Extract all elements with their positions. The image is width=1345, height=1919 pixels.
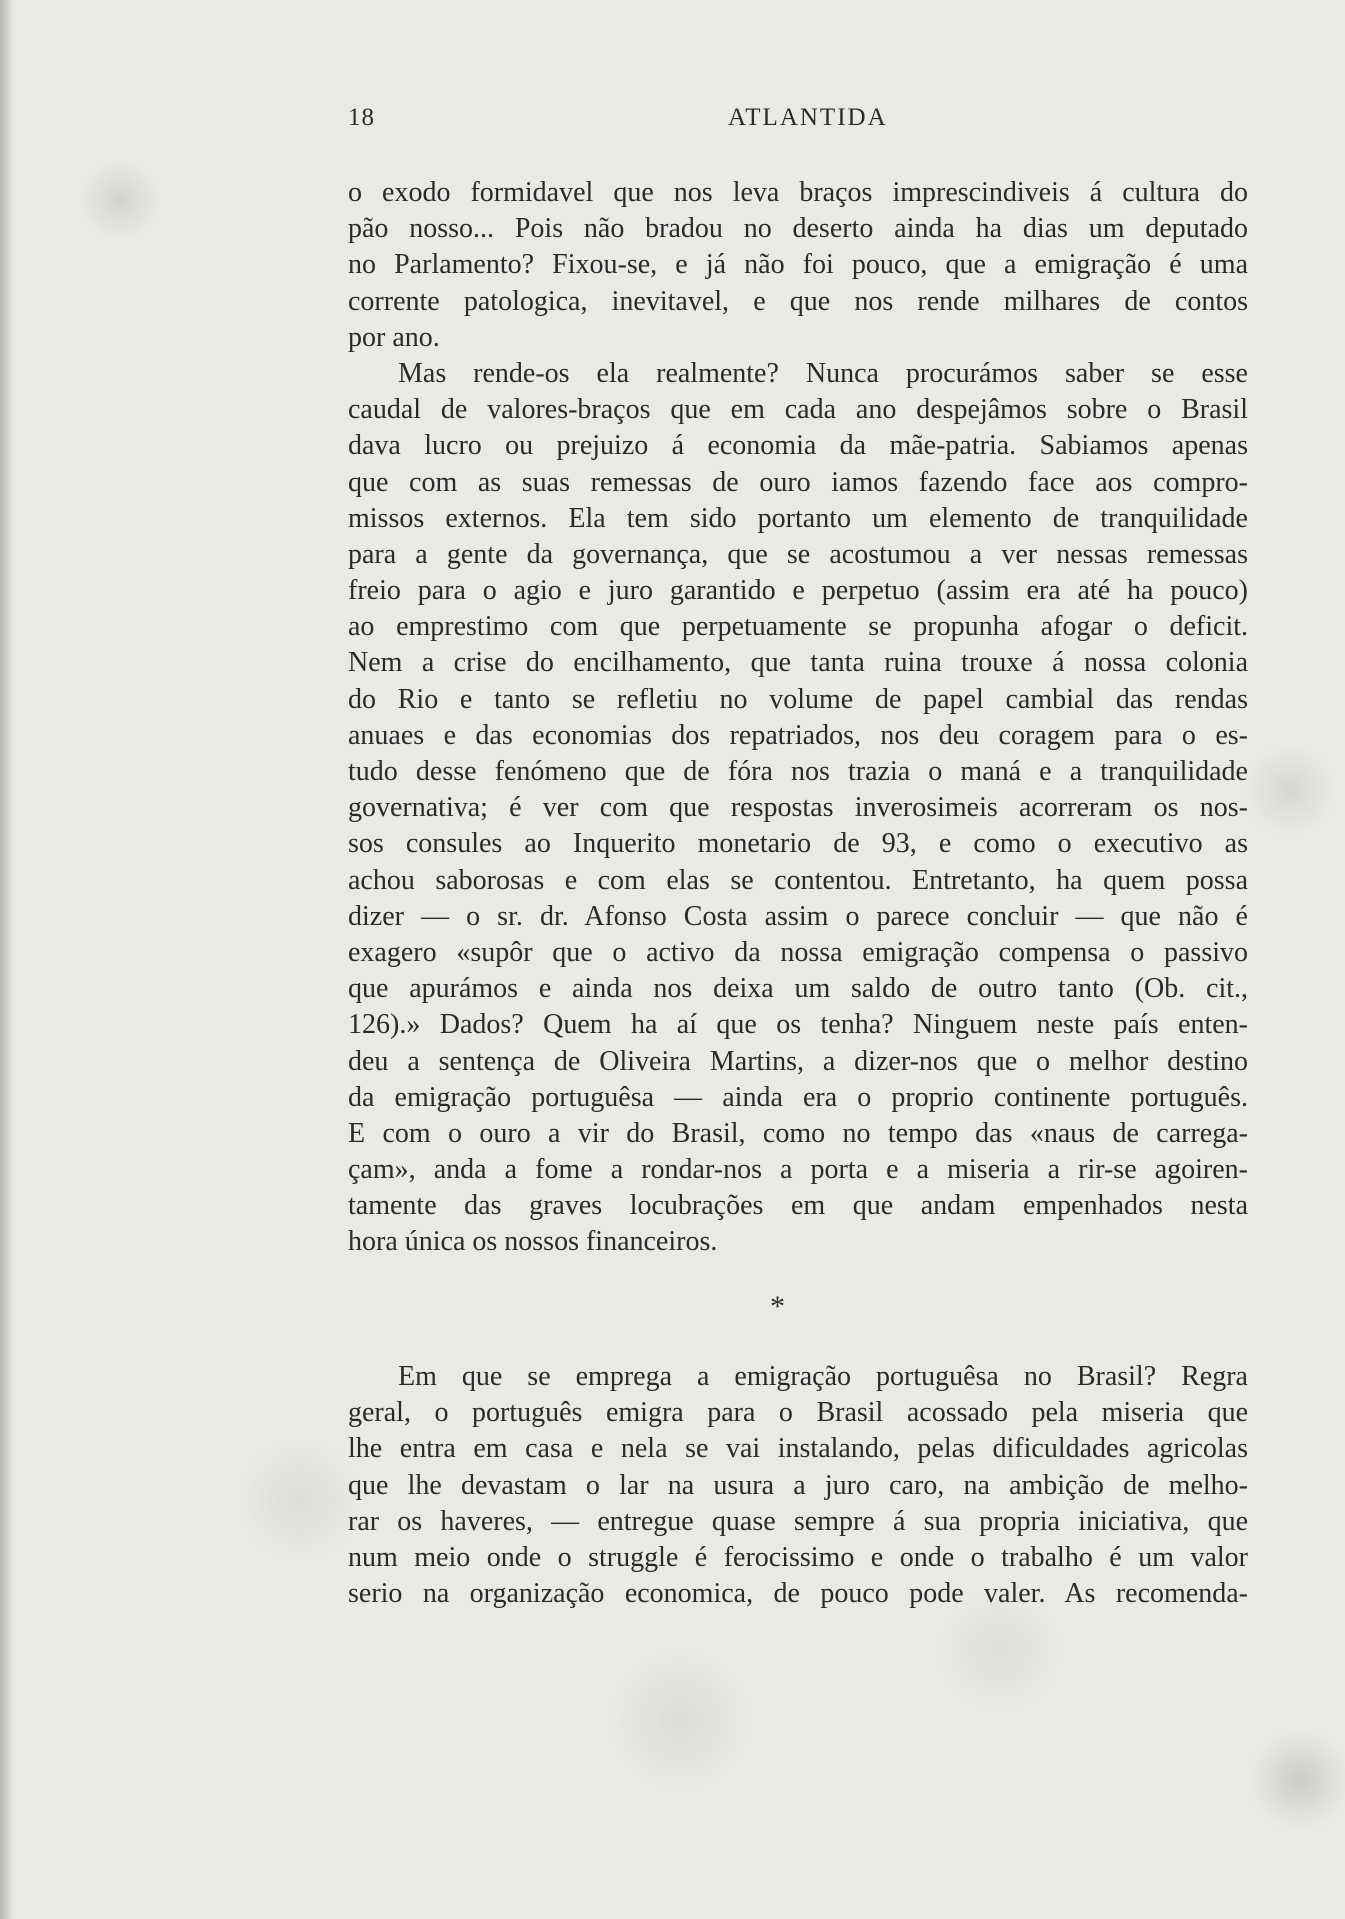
text-line: num meio onde o struggle é ferocissimo e onde o trabalho é um valor — [348, 1541, 1248, 1573]
text-line: exagero «supôr que o activo da nossa emigração compensa o passivo — [348, 936, 1248, 968]
page-number: 18 — [348, 104, 375, 131]
text-line: para a gente da governança, que se acostumou a ver nessas remessas — [348, 538, 1248, 570]
text-line: Nem a crise do encilhamento, que tanta ruina trouxe á nossa colonia — [348, 647, 1248, 679]
text-line: tudo desse fenómeno que de fóra nos trazia o maná e a tranquilidade — [348, 756, 1248, 787]
text-line: que apurámos e ainda nos deixa um saldo de outro tanto (Ob. cit., — [348, 973, 1248, 1005]
text-line: rar os haveres, — entregue quase sempre á sua propria iniciativa, que — [348, 1505, 1248, 1537]
text-line: o exodo formidavel que nos leva braços imprescindiveis á cultura do — [348, 177, 1248, 208]
text-line: dizer — o sr. dr. Afonso Costa assim o parece concluir — que não é — [348, 900, 1248, 932]
section-separator: * — [770, 1290, 785, 1323]
text-line: achou saborosas e com elas se contentou. Entretanto, ha quem possa — [348, 864, 1248, 896]
text-line: ao emprestimo com que perpetuamente se propunha afogar o deficit. — [348, 611, 1248, 643]
text-line: çam», anda a fome a rondar-nos a porta e a miseria a rir-se agoiren- — [348, 1154, 1248, 1186]
text-line: do Rio e tanto se refletiu no volume de papel cambial das rendas — [348, 683, 1248, 715]
text-line: serio na organização economica, de pouco pode valer. As recomenda- — [348, 1578, 1248, 1610]
text-block-1 — [348, 175, 1248, 1261]
text-line: por ano. — [348, 321, 440, 353]
text-line: Mas rende-os ela realmente? Nunca procurámos saber se esse — [398, 357, 1248, 389]
text-line: governativa; é ver com que respostas inverosimeis acorreram os nos- — [348, 792, 1248, 824]
text-line: anuaes e das economias dos repatriados, nos deu coragem para o es- — [348, 719, 1248, 751]
text-line: Em que se emprega a emigração portuguêsa no Brasil? Regra — [398, 1361, 1248, 1392]
text-line: que lhe devastam o lar na usura a juro caro, na ambição de melho- — [348, 1469, 1248, 1501]
text-line: pão nosso... Pois não bradou no deserto ainda ha dias um deputado — [348, 213, 1248, 245]
text-line: da emigração portuguêsa — ainda era o proprio continente português. — [348, 1081, 1248, 1113]
text-line: hora única os nossos financeiros. — [348, 1226, 718, 1258]
page-header — [348, 104, 1248, 144]
text-line: no Parlamento? Fixou-se, e já não foi pouco, que a emigração é uma — [348, 249, 1248, 281]
text-line: 126).» Dados? Quem ha aí que os tenha? Ninguem neste país enten- — [348, 1009, 1248, 1041]
text-line: dava lucro ou prejuizo á economia da mãe-patria. Sabiamos apenas — [348, 430, 1248, 462]
text-line: que com as suas remessas de ouro iamos fazendo face aos compro- — [348, 466, 1248, 498]
text-line: freio para o agio e juro garantido e perpetuo (assim era até ha pouco) — [348, 575, 1248, 607]
text-line: deu a sentença de Oliveira Martins, a dizer-nos que o melhor destino — [348, 1045, 1248, 1077]
page-edge-shadow — [0, 0, 14, 1919]
text-line: corrente patologica, inevitavel, e que nos rende milhares de contos — [348, 285, 1248, 317]
text-line: lhe entra em casa e nela se vai instalando, pelas dificuldades agricolas — [348, 1433, 1248, 1465]
text-block-2 — [348, 1359, 1248, 1612]
running-title: ATLANTIDA — [728, 104, 888, 131]
text-line: tamente das graves locubrações em que andam empenhados nesta — [348, 1190, 1248, 1222]
text-line: sos consules ao Inquerito monetario de 93, e como o executivo as — [348, 828, 1248, 860]
text-line: geral, o português emigra para o Brasil acossado pela miseria que — [348, 1397, 1248, 1429]
text-line: missos externos. Ela tem sido portanto um elemento de tranquilidade — [348, 502, 1248, 534]
text-line: E com o ouro a vir do Brasil, como no tempo das «naus de carrega- — [348, 1117, 1248, 1149]
text-line: caudal de valores-braços que em cada ano despejâmos sobre o Brasil — [348, 394, 1248, 426]
